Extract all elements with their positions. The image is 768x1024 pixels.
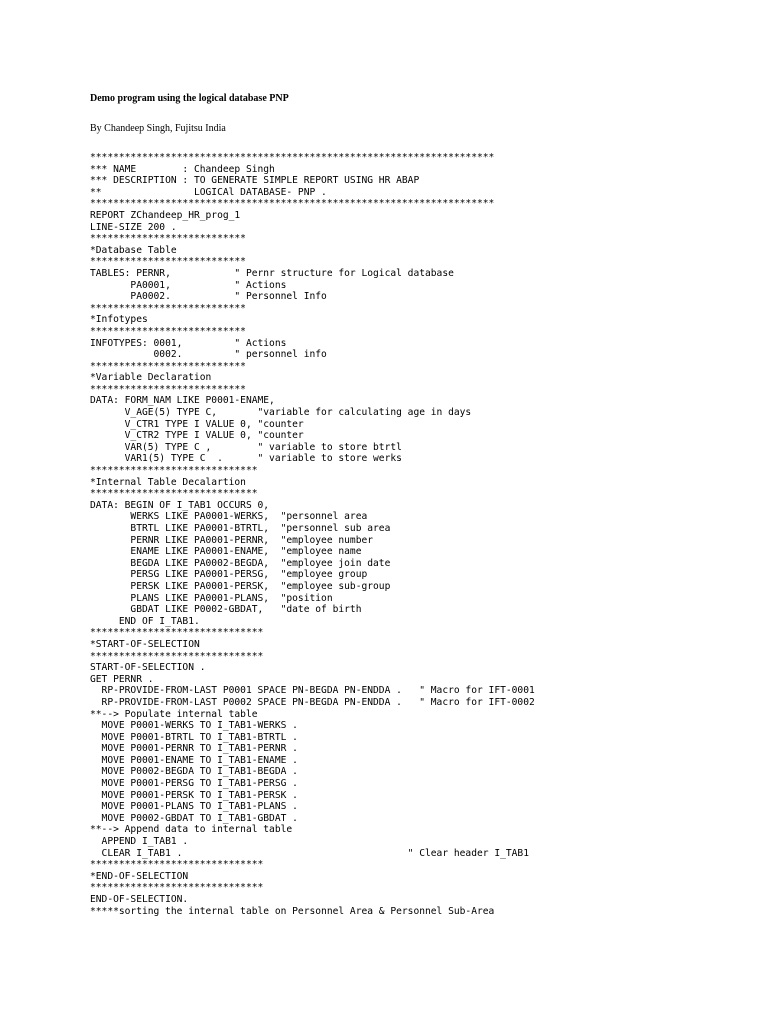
code-line: WERKS LIKE PA0001-WERKS, "personnel area <box>90 511 368 523</box>
code-line: *Database Table <box>90 244 177 256</box>
code-line: **--> Populate internal table <box>90 708 258 720</box>
code-line: MOVE P0002-GBDAT TO I_TAB1-GBDAT . <box>90 812 298 824</box>
code-line: PERNR LIKE PA0001-PERNR, "employee number <box>90 534 374 546</box>
code-line: *************************** <box>90 302 246 314</box>
code-line: MOVE P0001-PERNR TO I_TAB1-PERNR . <box>90 743 298 755</box>
code-line: *************************** <box>90 360 246 372</box>
document-page <box>90 0 750 1024</box>
code-line: PA0002. " Personnel Info <box>90 291 327 303</box>
code-line: ***************************** <box>90 488 258 500</box>
code-line: START-OF-SELECTION . <box>90 662 206 674</box>
code-line: GBDAT LIKE P0002-GBDAT, "date of birth <box>90 604 362 616</box>
code-line: VAR(5) TYPE C , " variable to store btrtl <box>90 441 402 453</box>
code-line: PERSK LIKE PA0001-PERSK, "employee sub-group <box>90 580 391 592</box>
code-line: END OF I_TAB1. <box>90 615 200 627</box>
code-line: DATA: BEGIN OF I_TAB1 OCCURS 0, <box>90 499 270 511</box>
code-line: *Variable Declaration <box>90 372 212 384</box>
code-line: CLEAR I_TAB1 . " Clear header I_TAB1 <box>90 847 529 859</box>
code-line: *END-OF-SELECTION <box>90 870 189 882</box>
code-line: PERSG LIKE PA0001-PERSG, "employee group <box>90 569 368 581</box>
code-line: APPEND I_TAB1 . <box>90 836 189 848</box>
code-line: END-OF-SELECTION. <box>90 894 189 905</box>
code-line: V_CTR2 TYPE I VALUE 0, "counter <box>90 430 304 442</box>
code-line: ****************************** <box>90 627 264 639</box>
code-line: GET PERNR . <box>90 673 154 685</box>
code-line: *Infotypes <box>90 314 148 326</box>
code-line: RP-PROVIDE-FROM-LAST P0002 SPACE PN-BEGDA PN-ENDDA . " Macro for IFT-0002 <box>90 696 535 708</box>
code-line: *************************** <box>90 383 246 395</box>
code-line: MOVE P0001-PERSG TO I_TAB1-PERSG . <box>90 778 298 790</box>
code-line: VAR1(5) TYPE C . " variable to store werks <box>90 453 402 465</box>
code-line: MOVE P0001-WERKS TO I_TAB1-WERKS . <box>90 720 298 732</box>
code-line: ***************************** <box>90 465 258 477</box>
code-line: REPORT ZChandeep_HR_prog_1 <box>90 209 241 221</box>
code-line: PA0001, " Actions <box>90 279 287 291</box>
code-line: BEGDA LIKE PA0002-BEGDA, "employee join date <box>90 557 391 569</box>
code-line: *Internal Table Decalartion <box>90 476 246 488</box>
document-author: By Chandeep Singh, Fujitsu India <box>90 123 226 134</box>
code-line: LINE-SIZE 200 . <box>90 221 177 233</box>
code-listing <box>90 152 535 917</box>
code-line: PLANS LIKE PA0001-PLANS, "position <box>90 592 333 604</box>
code-line: *****sorting the internal table on Personnel Area & Personnel Sub-Area <box>90 905 495 917</box>
code-line: *************************** <box>90 325 246 337</box>
code-line: V_AGE(5) TYPE C, "variable for calculating age in days <box>90 407 472 419</box>
code-line: MOVE P0001-PLANS TO I_TAB1-PLANS . <box>90 801 298 813</box>
code-line: 0002. " personnel info <box>90 349 327 361</box>
code-line: ****************************** <box>90 650 264 662</box>
code-line: *** NAME : Chandeep Singh <box>90 163 275 175</box>
code-line: RP-PROVIDE-FROM-LAST P0001 SPACE PN-BEGDA PN-ENDDA . " Macro for IFT-0001 <box>90 685 535 697</box>
code-line: *************************** <box>90 233 246 245</box>
code-line: TABLES: PERNR, " Pernr structure for Logical database <box>90 267 454 279</box>
code-line: ** LOGICAl DATABASE- PNP . <box>90 186 327 198</box>
code-line: ********************************************************************** <box>90 152 495 163</box>
code-line: MOVE P0002-BEGDA TO I_TAB1-BEGDA . <box>90 766 298 778</box>
code-line: INFOTYPES: 0001, " Actions <box>90 337 287 349</box>
code-line: MOVE P0001-PERSK TO I_TAB1-PERSK . <box>90 789 298 801</box>
code-line: MOVE P0001-ENAME TO I_TAB1-ENAME . <box>90 754 298 766</box>
code-line: MOVE P0001-BTRTL TO I_TAB1-BTRTL . <box>90 731 298 743</box>
code-line: ENAME LIKE PA0001-ENAME, "employee name <box>90 546 362 558</box>
code-line: ********************************************************************** <box>90 198 495 210</box>
code-line: *************************** <box>90 256 246 268</box>
code-line: DATA: FORM_NAM LIKE P0001-ENAME, <box>90 395 275 407</box>
document-title: Demo program using the logical database PNP <box>90 93 289 104</box>
code-line: **--> Append data to internal table <box>90 824 293 836</box>
code-line: ****************************** <box>90 859 264 871</box>
code-line: *** DESCRIPTION : TO GENERATE SIMPLE REPORT USING HR ABAP <box>90 175 420 187</box>
code-line: *START-OF-SELECTION <box>90 638 200 650</box>
code-line: BTRTL LIKE PA0001-BTRTL, "personnel sub area <box>90 523 391 534</box>
code-line: V_CTR1 TYPE I VALUE 0, "counter <box>90 418 304 430</box>
code-line: ****************************** <box>90 882 264 894</box>
